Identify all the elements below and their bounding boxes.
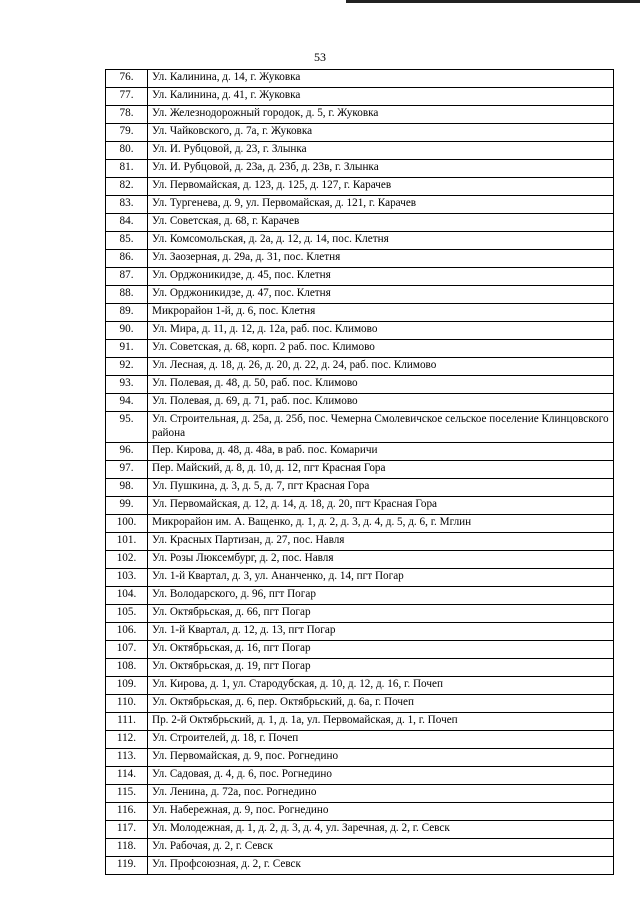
row-address: Ул. Пушкина, д. 3, д. 5, д. 7, пгт Красная Гора	[148, 479, 614, 497]
address-table-body	[106, 70, 614, 875]
table-row	[106, 304, 614, 322]
row-number: 99.	[106, 497, 148, 515]
table-row	[106, 587, 614, 605]
table-row	[106, 232, 614, 250]
page-number: 53	[314, 50, 326, 64]
row-address: Ул. Кирова, д. 1, ул. Стародубская, д. 10, д. 12, д. 16, г. Почеп	[148, 677, 614, 695]
row-address: Ул. Лесная, д. 18, д. 26, д. 20, д. 22, д. 24, раб. пос. Климово	[148, 358, 614, 376]
table-row	[106, 857, 614, 875]
table-row	[106, 412, 614, 443]
row-number: 94.	[106, 394, 148, 412]
row-number: 88.	[106, 286, 148, 304]
row-address: Пер. Кирова, д. 48, д. 48а, в раб. пос. Комаричи	[148, 443, 614, 461]
row-address: Ул. Заозерная, д. 29а, д. 31, пос. Клетня	[148, 250, 614, 268]
row-number: 103.	[106, 569, 148, 587]
table-row	[106, 286, 614, 304]
row-number: 80.	[106, 142, 148, 160]
row-address: Ул. Первомайская, д. 12, д. 14, д. 18, д. 20, пгт Красная Гора	[148, 497, 614, 515]
table-row	[106, 443, 614, 461]
row-address: Ул. Комсомольская, д. 2а, д. 12, д. 14, пос. Клетня	[148, 232, 614, 250]
row-address: Ул. Чайковского, д. 7а, г. Жуковка	[148, 124, 614, 142]
row-address: Ул. Тургенева, д. 9, ул. Первомайская, д. 121, г. Карачев	[148, 196, 614, 214]
row-number: 117.	[106, 821, 148, 839]
row-address: Ул. Розы Люксембург, д. 2, пос. Навля	[148, 551, 614, 569]
row-number: 87.	[106, 268, 148, 286]
row-number: 115.	[106, 785, 148, 803]
table-row	[106, 839, 614, 857]
row-number: 114.	[106, 767, 148, 785]
row-address: Ул. Садовая, д. 4, д. 6, пос. Рогнедино	[148, 767, 614, 785]
table-row	[106, 88, 614, 106]
row-number: 106.	[106, 623, 148, 641]
table-row	[106, 178, 614, 196]
row-number: 108.	[106, 659, 148, 677]
row-address: Ул. Полевая, д. 48, д. 50, раб. пос. Климово	[148, 376, 614, 394]
table-row	[106, 358, 614, 376]
row-number: 100.	[106, 515, 148, 533]
row-number: 85.	[106, 232, 148, 250]
table-row	[106, 641, 614, 659]
row-address: Ул. Октябрьская, д. 6, пер. Октябрьский, д. 6а, г. Почеп	[148, 695, 614, 713]
table-row	[106, 70, 614, 88]
row-number: 98.	[106, 479, 148, 497]
row-number: 101.	[106, 533, 148, 551]
row-address: Пр. 2-й Октябрьский, д. 1, д. 1а, ул. Первомайская, д. 1, г. Почеп	[148, 713, 614, 731]
table-row	[106, 124, 614, 142]
row-number: 95.	[106, 412, 148, 443]
table-row	[106, 785, 614, 803]
row-address: Ул. И. Рубцовой, д. 23, г. Злынка	[148, 142, 614, 160]
row-address: Ул. Молодежная, д. 1, д. 2, д. 3, д. 4, ул. Заречная, д. 2, г. Севск	[148, 821, 614, 839]
table-row	[106, 605, 614, 623]
table-row	[106, 569, 614, 587]
table-row	[106, 394, 614, 412]
row-address: Ул. Первомайская, д. 9, пос. Рогнедино	[148, 749, 614, 767]
table-row	[106, 533, 614, 551]
table-row	[106, 497, 614, 515]
address-table	[105, 69, 614, 875]
row-address: Ул. Первомайская, д. 123, д. 125, д. 127, г. Карачев	[148, 178, 614, 196]
table-row	[106, 821, 614, 839]
row-address: Ул. Советская, д. 68, корп. 2 раб. пос. Климово	[148, 340, 614, 358]
table-row	[106, 731, 614, 749]
row-address: Ул. Орджоникидзе, д. 45, пос. Клетня	[148, 268, 614, 286]
table-row	[106, 340, 614, 358]
row-address: Ул. 1-й Квартал, д. 12, д. 13, пгт Погар	[148, 623, 614, 641]
row-number: 77.	[106, 88, 148, 106]
table-row	[106, 268, 614, 286]
row-address: Ул. Полевая, д. 69, д. 71, раб. пос. Климово	[148, 394, 614, 412]
table-row	[106, 623, 614, 641]
table-row	[106, 250, 614, 268]
row-number: 104.	[106, 587, 148, 605]
row-number: 118.	[106, 839, 148, 857]
table-row	[106, 142, 614, 160]
row-address: Ул. Строителей, д. 18, г. Почеп	[148, 731, 614, 749]
table-row	[106, 376, 614, 394]
row-address: Ул. Орджоникидзе, д. 47, пос. Клетня	[148, 286, 614, 304]
row-number: 93.	[106, 376, 148, 394]
row-number: 102.	[106, 551, 148, 569]
row-number: 107.	[106, 641, 148, 659]
row-number: 79.	[106, 124, 148, 142]
table-row	[106, 695, 614, 713]
row-address: Ул. Володарского, д. 96, пгт Погар	[148, 587, 614, 605]
table-row	[106, 749, 614, 767]
row-address: Ул. Ленина, д. 72а, пос. Рогнедино	[148, 785, 614, 803]
row-address: Пер. Майский, д. 8, д. 10, д. 12, пгт Красная Гора	[148, 461, 614, 479]
row-number: 78.	[106, 106, 148, 124]
row-address: Ул. Набережная, д. 9, пос. Рогнедино	[148, 803, 614, 821]
row-address: Микрорайон им. А. Ващенко, д. 1, д. 2, д. 3, д. 4, д. 5, д. 6, г. Мглин	[148, 515, 614, 533]
row-number: 76.	[106, 70, 148, 88]
row-number: 96.	[106, 443, 148, 461]
row-address: Ул. Красных Партизан, д. 27, пос. Навля	[148, 533, 614, 551]
row-address: Ул. Мира, д. 11, д. 12, д. 12а, раб. пос. Климово	[148, 322, 614, 340]
row-address: Ул. Рабочая, д. 2, г. Севск	[148, 839, 614, 857]
row-address: Ул. Октябрьская, д. 66, пгт Погар	[148, 605, 614, 623]
row-address: Ул. 1-й Квартал, д. 3, ул. Ананченко, д. 14, пгт Погар	[148, 569, 614, 587]
table-row	[106, 214, 614, 232]
row-number: 119.	[106, 857, 148, 875]
row-number: 109.	[106, 677, 148, 695]
row-number: 84.	[106, 214, 148, 232]
row-number: 110.	[106, 695, 148, 713]
row-number: 91.	[106, 340, 148, 358]
row-number: 113.	[106, 749, 148, 767]
row-address: Ул. Октябрьская, д. 19, пгт Погар	[148, 659, 614, 677]
table-row	[106, 713, 614, 731]
table-row	[106, 767, 614, 785]
scan-edge-mark	[346, 0, 640, 3]
table-row	[106, 803, 614, 821]
row-number: 90.	[106, 322, 148, 340]
row-number: 112.	[106, 731, 148, 749]
table-row	[106, 322, 614, 340]
row-address: Ул. Профсоюзная, д. 2, г. Севск	[148, 857, 614, 875]
row-number: 82.	[106, 178, 148, 196]
row-address: Ул. И. Рубцовой, д. 23а, д. 23б, д. 23в, г. Злынка	[148, 160, 614, 178]
row-address: Микрорайон 1-й, д. 6, пос. Клетня	[148, 304, 614, 322]
row-number: 89.	[106, 304, 148, 322]
row-number: 81.	[106, 160, 148, 178]
row-number: 97.	[106, 461, 148, 479]
table-row	[106, 160, 614, 178]
row-address: Ул. Калинина, д. 14, г. Жуковка	[148, 70, 614, 88]
table-row	[106, 515, 614, 533]
row-number: 111.	[106, 713, 148, 731]
row-number: 92.	[106, 358, 148, 376]
row-number: 86.	[106, 250, 148, 268]
row-address: Ул. Строительная, д. 25а, д. 25б, пос. Чемерна Смолевичское сельское поселение Клинцовского района	[148, 412, 614, 443]
table-row	[106, 551, 614, 569]
row-number: 105.	[106, 605, 148, 623]
row-address: Ул. Октябрьская, д. 16, пгт Погар	[148, 641, 614, 659]
row-address: Ул. Советская, д. 68, г. Карачев	[148, 214, 614, 232]
row-number: 116.	[106, 803, 148, 821]
table-row	[106, 479, 614, 497]
row-number: 83.	[106, 196, 148, 214]
table-row	[106, 196, 614, 214]
table-row	[106, 677, 614, 695]
table-row	[106, 461, 614, 479]
row-address: Ул. Железнодорожный городок, д. 5, г. Жуковка	[148, 106, 614, 124]
table-row	[106, 106, 614, 124]
table-row	[106, 659, 614, 677]
row-address: Ул. Калинина, д. 41, г. Жуковка	[148, 88, 614, 106]
